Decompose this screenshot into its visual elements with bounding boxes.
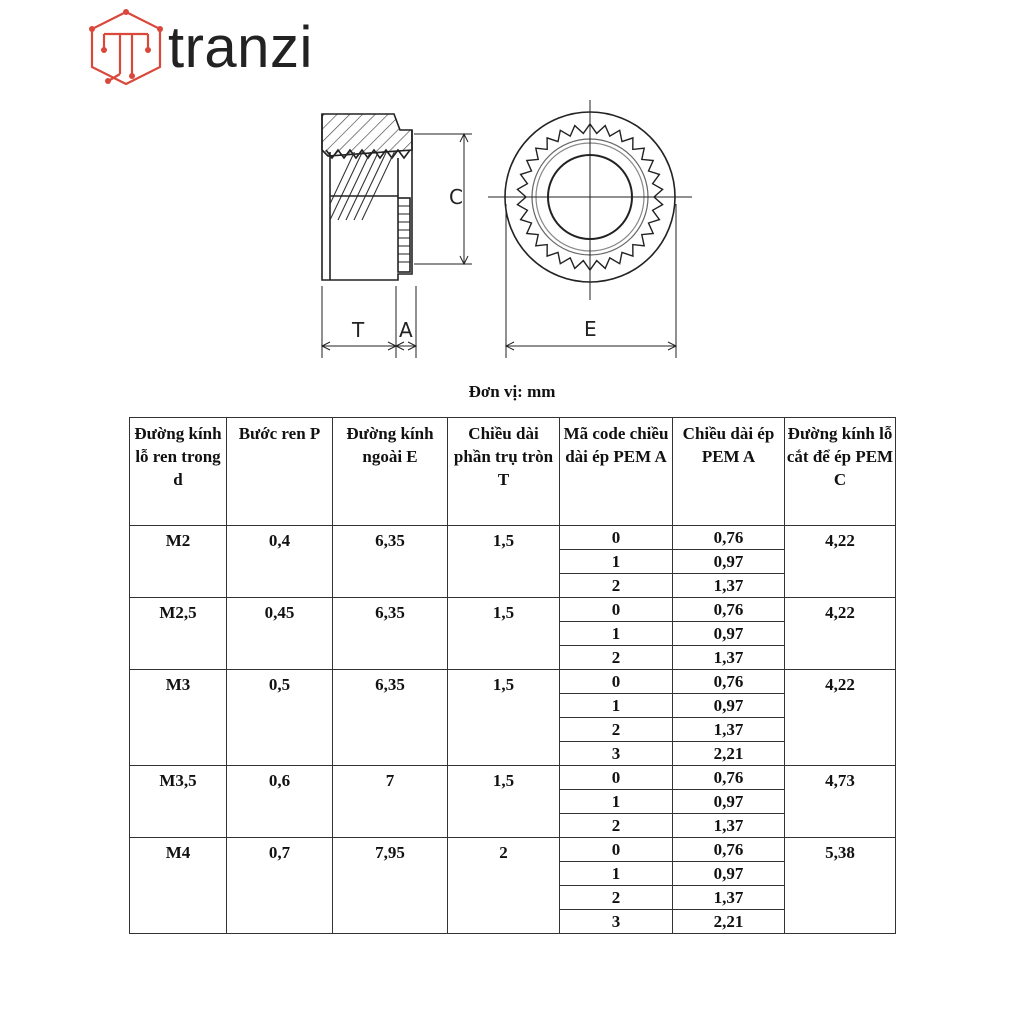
dimension-label-e: E	[584, 317, 597, 341]
cell-thread-pitch: 0,45	[227, 598, 333, 670]
cell-pem-length: 2,21	[673, 910, 785, 934]
header-pem-length: Chiều dài ép PEM A	[673, 418, 785, 526]
table-row	[130, 838, 896, 862]
cell-hole-diameter: 4,73	[785, 766, 896, 838]
cell-shank-length: 1,5	[448, 766, 560, 838]
brand-logo	[86, 6, 376, 90]
cell-shank-length: 1,5	[448, 598, 560, 670]
dimension-label-c: C	[449, 185, 463, 209]
cell-pem-code: 0	[560, 766, 673, 790]
cell-pem-code: 1	[560, 622, 673, 646]
cell-pem-length: 1,37	[673, 718, 785, 742]
cell-pem-length: 0,76	[673, 766, 785, 790]
cell-pem-code: 1	[560, 790, 673, 814]
cell-pem-code: 2	[560, 574, 673, 598]
cell-pem-code: 2	[560, 718, 673, 742]
cell-outer-diameter: 7	[333, 766, 448, 838]
table-row	[130, 766, 896, 790]
cell-pem-length: 0,97	[673, 694, 785, 718]
cell-pem-code: 0	[560, 526, 673, 550]
cell-shank-length: 2	[448, 838, 560, 934]
spec-table	[129, 417, 896, 934]
cell-thread-pitch: 0,5	[227, 670, 333, 766]
table-body	[130, 526, 896, 934]
brand-name: tranzi	[168, 15, 313, 80]
cell-outer-diameter: 6,35	[333, 670, 448, 766]
cell-thread-diameter: M2,5	[130, 598, 227, 670]
cell-pem-length: 0,76	[673, 670, 785, 694]
cell-hole-diameter: 4,22	[785, 526, 896, 598]
cell-pem-length: 0,76	[673, 598, 785, 622]
cell-pem-length: 0,76	[673, 526, 785, 550]
cell-pem-length: 1,37	[673, 574, 785, 598]
unit-label: Đơn vị: mm	[468, 382, 556, 401]
cell-thread-diameter: M2	[130, 526, 227, 598]
cell-pem-length: 0,97	[673, 790, 785, 814]
side-view	[322, 114, 412, 280]
side-view-dimensions	[322, 134, 472, 358]
cell-outer-diameter: 7,95	[333, 838, 448, 934]
cell-pem-length: 0,76	[673, 838, 785, 862]
cell-thread-pitch: 0,7	[227, 838, 333, 934]
dimension-label-a: A	[399, 318, 413, 342]
cell-thread-diameter: M3,5	[130, 766, 227, 838]
cell-pem-length: 1,37	[673, 814, 785, 838]
cell-pem-code: 2	[560, 646, 673, 670]
header-thread-diameter: Đường kính lỗ ren trong d	[130, 418, 227, 526]
header-thread-pitch: Bước ren P	[227, 418, 333, 526]
cell-pem-code: 1	[560, 550, 673, 574]
cell-pem-code: 0	[560, 670, 673, 694]
header-shank-length: Chiều dài phần trụ tròn T	[448, 418, 560, 526]
cell-outer-diameter: 6,35	[333, 526, 448, 598]
cell-pem-length: 2,21	[673, 742, 785, 766]
cell-pem-length: 1,37	[673, 886, 785, 910]
header-pem-code: Mã code chiều dài ép PEM A	[560, 418, 673, 526]
cell-hole-diameter: 4,22	[785, 670, 896, 766]
cell-hole-diameter: 5,38	[785, 838, 896, 934]
cell-pem-code: 3	[560, 742, 673, 766]
cell-shank-length: 1,5	[448, 670, 560, 766]
cell-pem-code: 2	[560, 814, 673, 838]
header-hole-diameter: Đường kính lỗ cắt để ép PEM C	[785, 418, 896, 526]
cell-thread-diameter: M3	[130, 670, 227, 766]
cell-pem-length: 0,97	[673, 862, 785, 886]
header-outer-diameter: Đường kính ngoài E	[333, 418, 448, 526]
cell-thread-diameter: M4	[130, 838, 227, 934]
cell-outer-diameter: 6,35	[333, 598, 448, 670]
tranzi-logo-icon	[86, 8, 166, 88]
dimension-label-t: T	[352, 318, 365, 342]
table-row	[130, 526, 896, 550]
cell-thread-pitch: 0,4	[227, 526, 333, 598]
cell-thread-pitch: 0,6	[227, 766, 333, 838]
cell-pem-code: 0	[560, 598, 673, 622]
cell-pem-length: 0,97	[673, 550, 785, 574]
cell-pem-code: 1	[560, 862, 673, 886]
cell-shank-length: 1,5	[448, 526, 560, 598]
pem-nut-drawing	[300, 100, 700, 365]
table-row	[130, 598, 896, 622]
cell-pem-code: 1	[560, 694, 673, 718]
cell-pem-length: 1,37	[673, 646, 785, 670]
cell-pem-length: 0,97	[673, 622, 785, 646]
cell-hole-diameter: 4,22	[785, 598, 896, 670]
table-row	[130, 670, 896, 694]
cell-pem-code: 0	[560, 838, 673, 862]
end-view	[488, 100, 692, 300]
table-header-row	[130, 418, 896, 526]
cell-pem-code: 2	[560, 886, 673, 910]
cell-pem-code: 3	[560, 910, 673, 934]
